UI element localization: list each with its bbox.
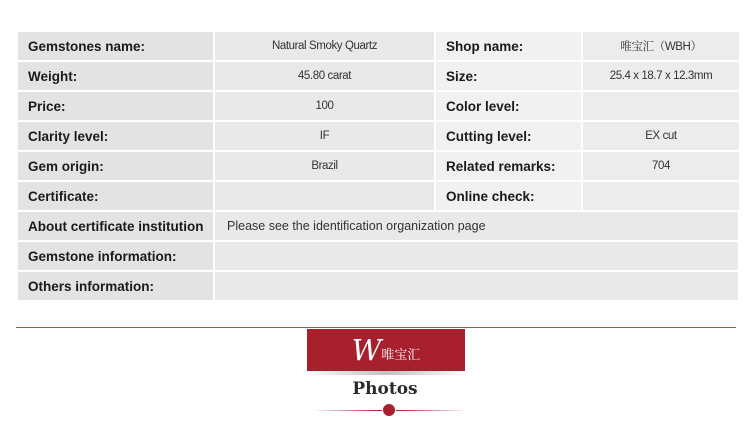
gemstone-info-table xyxy=(18,32,739,302)
table-row xyxy=(18,182,739,210)
table-row xyxy=(18,62,739,90)
section-title: Photos xyxy=(352,379,418,399)
row-label: Others information: xyxy=(18,272,213,300)
row-value xyxy=(215,242,738,270)
row-label: Size: xyxy=(436,62,581,90)
table-row xyxy=(18,212,739,240)
row-value xyxy=(583,92,739,120)
row-value: 唯宝汇（WBH） xyxy=(583,32,739,60)
row-value: Brazil xyxy=(215,152,434,180)
divider xyxy=(16,327,736,328)
row-label: Certificate: xyxy=(18,182,213,210)
table-row xyxy=(18,32,739,60)
table-row xyxy=(18,272,739,300)
table-row xyxy=(18,242,739,270)
banner-shadow xyxy=(303,371,469,375)
row-value: 25.4 x 18.7 x 12.3mm xyxy=(583,62,739,90)
row-label: Cutting level: xyxy=(436,122,581,150)
row-value xyxy=(583,182,739,210)
row-value: 45.80 carat xyxy=(215,62,434,90)
logo-text: 唯宝汇 xyxy=(381,346,421,362)
row-label: Gemstones name: xyxy=(18,32,213,60)
table-row xyxy=(18,92,739,120)
ornament-dot-icon xyxy=(383,404,395,416)
brand-banner xyxy=(307,329,465,371)
table-row xyxy=(18,152,739,180)
table-row xyxy=(18,122,739,150)
row-label: Shop name: xyxy=(436,32,581,60)
row-label: Related remarks: xyxy=(436,152,581,180)
row-label: Price: xyxy=(18,92,213,120)
row-label: About certificate institution xyxy=(18,212,213,240)
row-value xyxy=(215,182,434,210)
row-label: Clarity level: xyxy=(18,122,213,150)
row-label: Online check: xyxy=(436,182,581,210)
row-label: Color level: xyxy=(436,92,581,120)
ornament-line-left xyxy=(312,410,382,411)
ornament-line-right xyxy=(396,410,468,411)
row-value: Natural Smoky Quartz xyxy=(215,32,434,60)
row-value: Please see the identification organization page xyxy=(215,212,738,240)
logo-letter: W xyxy=(351,333,376,367)
row-label: Gem origin: xyxy=(18,152,213,180)
row-value: 100 xyxy=(215,92,434,120)
row-label: Gemstone information: xyxy=(18,242,213,270)
row-value: 704 xyxy=(583,152,739,180)
row-label: Weight: xyxy=(18,62,213,90)
row-value: EX cut xyxy=(583,122,739,150)
row-value: IF xyxy=(215,122,434,150)
row-value xyxy=(215,272,738,300)
